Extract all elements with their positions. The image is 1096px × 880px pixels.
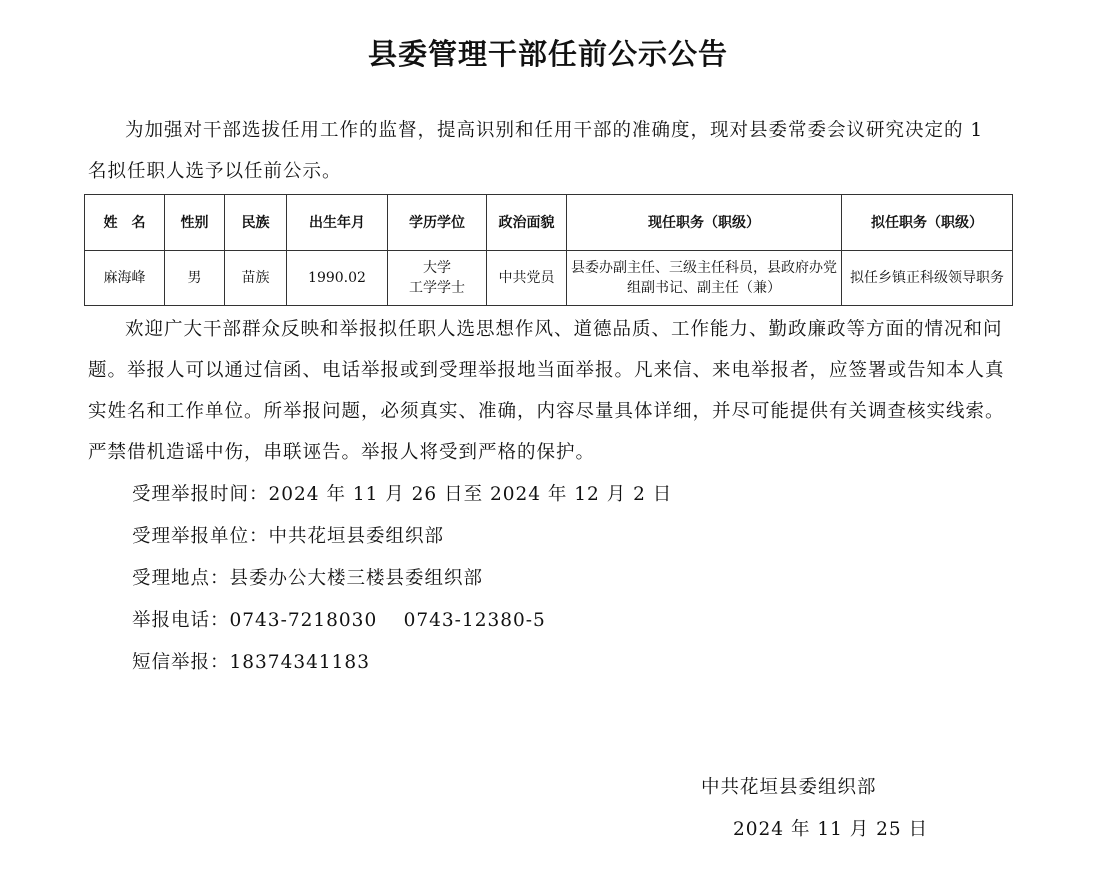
cell-name: 麻海峰	[85, 251, 165, 306]
cell-education-degree: 大学	[423, 260, 451, 276]
cell-proposed-position: 拟任乡镇正科级领导职务	[842, 251, 1013, 306]
header-name: 姓 名	[85, 195, 165, 251]
cell-birth: 1990.02	[287, 251, 388, 306]
cell-education-major: 工学学士	[409, 280, 465, 296]
report-unit: 受理举报单位：中共花垣县委组织部	[132, 526, 445, 547]
header-gender: 性别	[165, 195, 225, 251]
candidate-table	[84, 194, 1013, 306]
report-location: 受理地点：县委办公大楼三楼县委组织部	[132, 568, 484, 589]
header-political: 政治面貌	[487, 195, 567, 251]
table-row	[85, 251, 1013, 306]
signature-org: 中共花垣县委组织部	[701, 777, 877, 798]
header-education: 学历学位	[388, 195, 487, 251]
cell-education	[388, 251, 487, 306]
report-instructions-paragraph: 欢迎广大干部群众反映和举报拟任职人选思想作风、道德品质、工作能力、勤政廉政等方面的情况和问题。举报人可以通过信函、电话举报或到受理举报地当面举报。凡来信、来电举报者，应签署或告知本人真实姓名和工作单位。所举报问题，必须真实、准确，内容尽量具体详细，并尽可能提供有关调查核实线索。严禁借机造谣中伤，串联诬告。举报人将受到严格的保护。	[88, 319, 1005, 463]
report-time: 受理举报时间：2024 年 11 月 26 日至 2024 年 12 月 2 日	[132, 484, 673, 505]
header-birth: 出生年月	[287, 195, 388, 251]
cell-current-position: 县委办副主任、三级主任科员，县政府办党组副书记、副主任（兼）	[567, 251, 842, 306]
signature-date: 2024 年 11 月 25 日	[733, 819, 929, 840]
report-sms: 短信举报：18374341183	[132, 652, 370, 673]
page-title: 县委管理干部任前公示公告	[367, 37, 728, 71]
intro-paragraph: 为加强对干部选拔任用工作的监督，提高识别和任用干部的准确度，现对县委常委会议研究决定的 1 名拟任职人选予以任前公示。	[88, 120, 984, 182]
cell-ethnicity: 苗族	[225, 251, 287, 306]
cell-gender: 男	[165, 251, 225, 306]
header-proposed-position: 拟任职务（职级）	[842, 195, 1013, 251]
report-phone: 举报电话：0743-7218030 0743-12380-5	[132, 610, 546, 631]
header-ethnicity: 民族	[225, 195, 287, 251]
table-header-row	[85, 195, 1013, 251]
cell-political: 中共党员	[487, 251, 567, 306]
header-current-position: 现任职务（职级）	[567, 195, 842, 251]
